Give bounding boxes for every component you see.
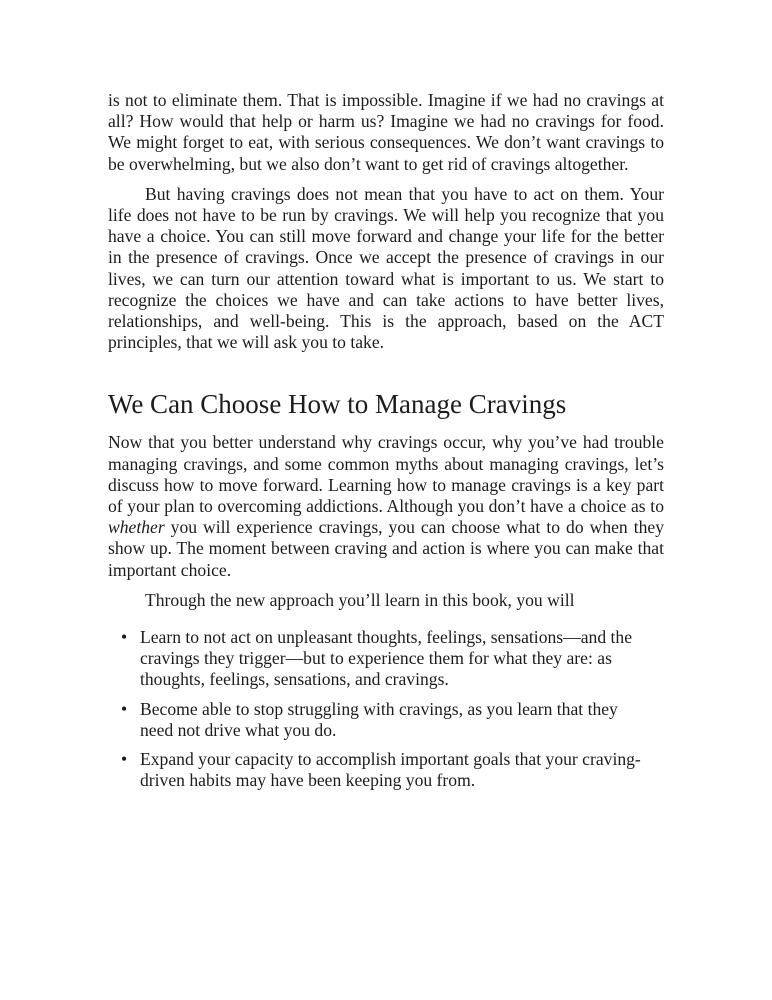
list-item-text: Learn to not act on unpleasant thoughts, feelings, sensations—and the cravings they trigger—but to experience them for what they are: as thoughts, feelings, sensations, and cravings. (140, 627, 633, 690)
bullet-icon: • (121, 749, 128, 770)
section-heading: We Can Choose How to Manage Cravings (108, 389, 567, 420)
list-item-text: Become able to stop struggling with cravings, as you learn that they need not drive what you do. (140, 698, 618, 740)
paragraph-intro (108, 432, 664, 580)
paragraph-continuation: is not to eliminate them. That is impossible. Imagine if we had no cravings at all? How would that help or harm us? Imagine we had no cravings for food. We might forget to eat, with serious consequences. We don’t want cravings to be overwhelming, but we also don’t want to get rid of cravings altogether. (108, 90, 664, 174)
paragraph-intro-text-2: you will experience cravings, you can choose what to do when they show up. The moment between craving and action is where you can make that important choice. (108, 517, 664, 580)
paragraph-lead-in: Through the new approach you’ll learn in this book, you will (145, 589, 575, 610)
list-item-text: Expand your capacity to accomplish important goals that your craving-driven habits may have been keeping you from. (140, 749, 641, 791)
page-content (108, 90, 664, 799)
paragraph-choice: But having cravings does not mean that you have to act on them. Your life does not have to be run by cravings. We will help you recognize that you have a choice. You can still move forward and change your life for the better in the presence of cravings. Once we accept the presence of cravings in our lives, we can turn our attention toward what is important to us. We start to recognize the choices we have and can take actions to have better lives, relationships, and well-being. This is the approach, based on the ACT principles, that we will ask you to take. (108, 183, 664, 353)
list-item (108, 627, 664, 691)
paragraph-intro-text-1: Now that you better understand why cravings occur, why you’ve had trouble managing cravings, and some common myths about managing cravings, let’s discuss how to move forward. Learning how to manage cravings is a key part of your plan to overcoming addictions. Although you don’t have a choice as to (108, 432, 664, 517)
list-item (108, 699, 664, 741)
bullet-icon: • (121, 698, 128, 719)
bullet-icon: • (121, 627, 128, 648)
list-item (108, 749, 664, 791)
emphasis-whether: whether (108, 517, 165, 538)
bullet-list (108, 627, 664, 791)
